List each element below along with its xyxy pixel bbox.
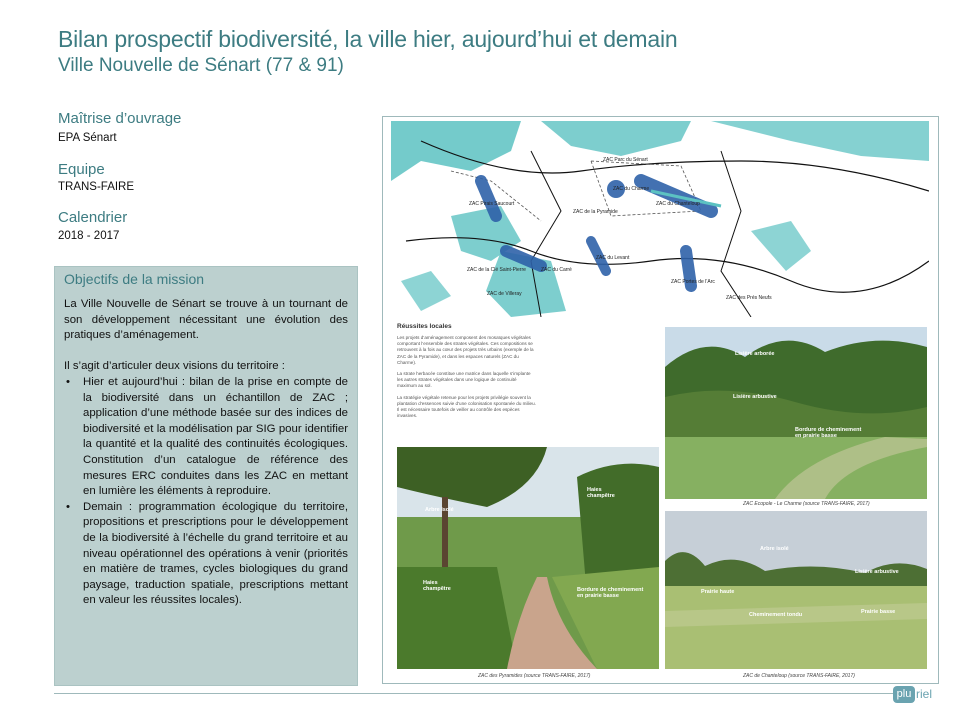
objectifs-list	[64, 375, 348, 609]
reussites-paragraph: Les projets d’aménagement composent des mosaïques végétales comportant l’ensemble des strates végétales. Ces compositions se retrouvent à la fois au cœur des projets très urbains (exemple de la ZAC de la Pyramide), et dans les espaces naturels (ZAC du Charme).	[397, 335, 534, 365]
photo-caption: ZAC Ecopole - Le Charme (source TRANS-FAIRE, 2017)	[743, 501, 870, 507]
maitrise-label: Maîtrise d’ouvrage	[58, 110, 182, 127]
photo-label: Bordure de cheminement en prairie basse	[795, 427, 862, 439]
page-title: Bilan prospectif biodiversité, la ville hier, aujourd’hui et demain	[58, 26, 678, 52]
photo-label: Prairie haute	[701, 589, 735, 595]
photo-charme	[665, 327, 927, 499]
illustration-frame	[382, 116, 939, 684]
photo-label: Cheminement tondu	[749, 612, 803, 618]
map-label: ZAC du Levant	[596, 255, 630, 261]
map-label: ZAC des Prés Neufs	[726, 295, 772, 301]
photo-label: Haies champêtre	[587, 487, 615, 499]
bullet-glyph: •	[66, 500, 70, 513]
objectifs-title: Objectifs de la mission	[64, 271, 205, 287]
map-label: ZAC de la Clé Saint-Pierre	[467, 267, 526, 273]
zac-map	[391, 121, 929, 317]
objectifs-panel	[54, 266, 358, 686]
bullet-glyph: •	[66, 375, 70, 388]
equipe-value: TRANS-FAIRE	[58, 181, 135, 193]
page-subtitle: Ville Nouvelle de Sénart (77 & 91)	[58, 55, 344, 76]
map-label: ZAC Parc du Sénart	[603, 157, 648, 163]
objectifs-intro: La Ville Nouvelle de Sénart se trouve à un tournant de son développement nécessitant une évolution des pratiques d’aménagement.	[64, 298, 348, 342]
map-label: ZAC de la Pyramide	[573, 209, 618, 215]
map-label: ZAC du Charme	[613, 186, 650, 192]
objectifs-body	[64, 297, 348, 609]
calendrier-value: 2018 - 2017	[58, 230, 120, 242]
photo-label: Bordure de cheminement en prairie basse	[577, 587, 644, 599]
photo-label: Arbre isolé	[425, 507, 454, 513]
photo-pyramides	[397, 447, 659, 669]
map-label: ZAC du Carré	[541, 267, 572, 273]
reussites-paragraph: La strate herbacée constitue une matrice dans laquelle s’implante les autres strates végétales dans une logique de continuité maximum au sol.	[397, 371, 531, 389]
photo-label: Lisière arbustive	[733, 394, 777, 400]
pluriel-logo-text: riel	[916, 687, 933, 701]
map-label: ZAC de Villeray	[487, 291, 522, 297]
photo-label: Lisière arbustive	[855, 569, 899, 575]
maitrise-value: EPA Sénart	[58, 132, 117, 144]
map-label: ZAC Pirais Saucourt	[469, 201, 515, 207]
photo-label: Haies champêtre	[423, 580, 451, 592]
objectifs-bullet-text: Hier et aujourd’hui : bilan de la prise en compte de la biodiversité dans un échantillon de ZAC ; application d’une méthode basée sur des indices de biodiversité et la modélisation par SIG pour identifier la quantité et la qualité des continuités écologiques. Constitution d’un catalogue de référence des mesures ERC conduites dans les ZAC en mettant en lumière les éléments à reproduire.	[83, 375, 348, 498]
photo-charme-image	[665, 327, 927, 499]
map-label: ZAC Portes de l’Arc	[671, 279, 715, 285]
photo-label: Arbre isolé	[760, 546, 789, 552]
reussites-paragraph: La stratégie végétale retenue pour les projets privilégie souvent la plantation d’essences suivie d’une colonisation spontanée du milieu. Il est nécessaire toutefois de veiller au contrôle des espèces invasives.	[397, 394, 536, 419]
reussites-text	[397, 323, 537, 424]
photo-label: Lisière arborée	[735, 351, 775, 357]
footer-divider	[54, 693, 894, 694]
objectifs-bullet-item	[64, 500, 348, 609]
objectifs-bullet-text: Demain : programmation écologique du territoire, propositions et prescriptions pour le développement de la biodiversité à l’échelle du grand territoire et au niveau opérationnel des opérations à venir (priorités en matière de trames, cycles biologiques du grand paysage, traduction spatiale, prescriptions mettant en valeur les réussites locales).	[83, 500, 348, 607]
map-graphic	[391, 121, 929, 317]
reussites-title: Réussites locales	[397, 323, 452, 330]
map-label: ZAC du Chanteloup	[656, 201, 700, 207]
photo-label: Prairie basse	[861, 609, 896, 615]
objectifs-bullet-item	[64, 375, 348, 500]
equipe-label: Equipe	[58, 161, 105, 178]
pluriel-logo: plu	[893, 686, 915, 703]
photo-caption: ZAC de Chanteloup (source TRANS-FAIRE, 2017)	[743, 673, 855, 679]
photo-chanteloup	[665, 511, 927, 669]
calendrier-label: Calendrier	[58, 209, 128, 226]
objectifs-lead: Il s’agit d’articuler deux visions du territoire :	[64, 360, 285, 373]
photo-pyramides-image	[397, 447, 659, 669]
photo-caption: ZAC des Pyramides (source TRANS-FAIRE, 2017)	[478, 673, 591, 679]
